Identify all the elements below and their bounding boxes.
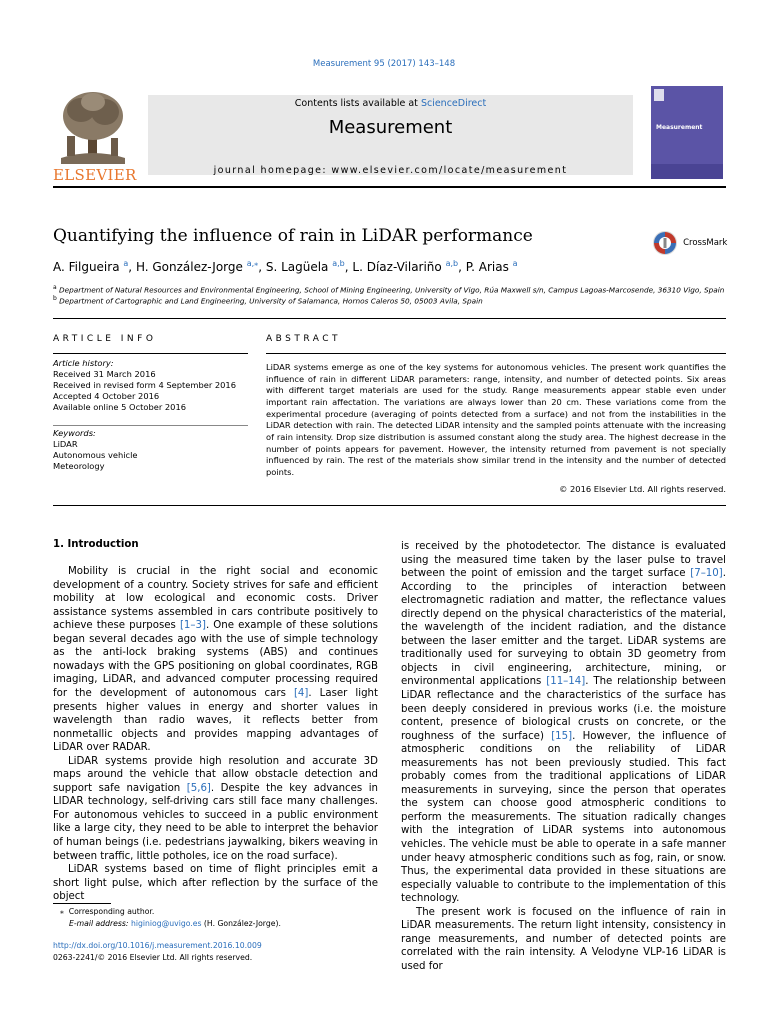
masthead-rule bbox=[53, 186, 726, 188]
history-item: Available online 5 October 2016 bbox=[53, 402, 187, 413]
reference-link[interactable]: [4] bbox=[293, 687, 309, 699]
reference-link[interactable]: [7–10] bbox=[690, 568, 723, 580]
text-run: LiDAR systems provide high resolution and accurate 3D maps around the vehicle that allow obstacle detection and support safe navigation bbox=[53, 755, 378, 794]
journal-citation[interactable]: Measurement 95 (2017) 143–148 bbox=[312, 59, 456, 69]
keyword: Autonomous vehicle bbox=[53, 450, 138, 461]
text-run: Mobility is crucial in the right social and economic development of a country. Society strives for safe and efficient mobility at low ecological and economic costs. Driver assistance systems assembled in cars contribute positively to achieve these purposes bbox=[53, 566, 378, 632]
journal-cover-image bbox=[651, 86, 723, 179]
body-paragraph bbox=[401, 540, 726, 906]
footnote-mark: ⁎ bbox=[60, 907, 64, 916]
affiliation-a bbox=[53, 284, 724, 294]
journal-title: Measurement bbox=[328, 117, 453, 138]
abstract-text: LiDAR systems emerge as one of the key systems for autonomous vehicles. The present work quantifies the influence of rain in different LiDAR parameters: range, intensity, and number of detected points. Six areas with different target materials are used for the study. Range measurements appear stable even under important rain affectation. The variations are always lower than 20 cm. These variations come from the experimental procedure (averaging of points detected from a surface) and not from the instabilities in the LiDAR detection with rain. The detected LiDAR intensity and the sampled points attenuate with the increasing of rain intensity. Drop size distribution is assumed constant along the study area. The highest decrease in the number of points appears for pavement. However, the intensity returned from pavement is not specially influenced by rain. The rest of the materials show similar trend in the intensity and the number of detected points. bbox=[266, 362, 726, 477]
sciencedirect-link[interactable]: ScienceDirect bbox=[420, 98, 487, 109]
paper-title: Quantifying the influence of rain in LiDAR performance bbox=[53, 226, 533, 246]
masthead-band bbox=[148, 95, 633, 175]
abstract-bottom-rule bbox=[53, 505, 726, 506]
text-run: . Laser light presents higher values in energy and shorter values in wavelength than radio waves, it reflects better from nonmetallic objects and provides mapping advantages of LiDAR over RADAR. bbox=[53, 687, 378, 754]
tree-icon bbox=[53, 86, 133, 166]
article-history bbox=[53, 358, 236, 413]
text-run: . According to the principles of interaction between electromagnetic radiation and matter, the reflectance values directly depend on the physical characteristics of the material, the wavelength of the incident radiation, and the distance between the laser emitter and the target. LiDAR systems are traditionally used for surveying to obtain 3D geometry from objects in civil engineering, architecture, mining, or environmental applications bbox=[401, 568, 726, 688]
journal-masthead bbox=[53, 86, 726, 182]
author-name[interactable]: A. Filgueira bbox=[53, 260, 120, 274]
author-affil-mark[interactable]: a bbox=[512, 259, 518, 268]
keyword: Meteorology bbox=[53, 461, 105, 472]
author-affil-mark[interactable]: a,⁎ bbox=[246, 259, 259, 268]
keywords-rule bbox=[53, 425, 248, 426]
body-right-column bbox=[401, 540, 726, 974]
doi-link[interactable] bbox=[53, 941, 262, 950]
issn-line: 0263-2241/© 2016 Elsevier Ltd. All rights reserved. bbox=[53, 953, 253, 962]
abstract-heading: ABSTRACT bbox=[266, 334, 342, 344]
email-label: E-mail address: bbox=[69, 919, 129, 928]
keywords-label: Keywords: bbox=[53, 428, 96, 438]
affiliation-text: Department of Natural Resources and Environmental Engineering, School of Mining Engineering, University of Vigo, Rúa Maxwell s/n, Campus Lagoas-Marcosende, 36310 Vigo, Spain bbox=[59, 285, 725, 295]
reference-link[interactable]: [11–14] bbox=[546, 676, 586, 688]
cover-logo-icon bbox=[654, 89, 664, 101]
history-item: Accepted 4 October 2016 bbox=[53, 391, 160, 402]
affiliation-mark: b bbox=[53, 295, 57, 302]
crossmark-label: CrossMark bbox=[683, 238, 728, 248]
body-paragraph bbox=[53, 863, 378, 904]
corresponding-label: Corresponding author. bbox=[68, 907, 155, 916]
contents-available-line bbox=[148, 98, 633, 109]
elsevier-logo bbox=[53, 86, 137, 184]
email-owner: (H. González-Jorge). bbox=[203, 919, 281, 928]
body-paragraph bbox=[53, 565, 378, 755]
text-run: . The relationship between LiDAR reflectance and the characteristics of the surface has been deeply considered in previous works (i.e. the moisture content, presence of biological crusts on concrete, or the roughness of the surface) bbox=[401, 676, 726, 742]
text-run: . However, the influence of atmospheric conditions on the reliability of LiDAR measurements has not been previously studied. This fact probably comes from the traditional applications of LiDAR measurements in surveying, since the person that operates the system can choose good atmospheric conditions to perform the measurements. The situation radically changes with the integration of LiDAR systems into autonomous vehicles. The vehicle must be able to operate in a safe manner under heavy atmospheric conditions such as fog, rain, or snow. Thus, the experimental data provided in these situations are especially valuable to contribute to the implementation of this technology. bbox=[401, 730, 726, 905]
author-name[interactable]: S. Lagüela bbox=[265, 260, 329, 274]
crossmark-icon bbox=[652, 230, 678, 256]
reference-link[interactable]: [5,6] bbox=[186, 782, 211, 794]
article-info-heading: ARTICLE INFO bbox=[53, 334, 157, 344]
email-link[interactable]: higiniog@uvigo.es bbox=[130, 919, 202, 928]
contents-prefix: Contents lists available at bbox=[294, 98, 418, 109]
text-run: . Despite the key advances in LIDAR technology, self-driving cars still face many challenges. For autonomous vehicles to succeed in a public environment like a large city, they need to be able to interpret the behavior of human beings (i.e. pedestrians jaywalking, bikers weaving in between traffic, little potholes, ice on the road surface). bbox=[53, 782, 378, 862]
affiliation-mark: a bbox=[53, 284, 57, 291]
email-note bbox=[69, 919, 281, 928]
author-name[interactable]: L. Díaz-Vilariño bbox=[352, 260, 442, 274]
author-list: A. Filgueira $^a$, H. González-Jorge $^{a,⁎}$, S. Lagüela $^{a,b}$, L. Díaz-Vilariño $^{a,b}$, P. Arias $^a$ bbox=[53, 259, 518, 274]
text-run: The present work is focused on the influence of rain in LiDAR measurements. The return light intensity, consistency in range measurements, and number of detected points are correlated with the rain intensity. A Velodyne VLP-16 LiDAR is used for bbox=[401, 906, 726, 972]
keywords-block bbox=[53, 428, 138, 472]
footnote-rule bbox=[53, 903, 111, 904]
reference-link[interactable]: [1–3] bbox=[179, 620, 206, 632]
history-item: Received in revised form 4 September 2016 bbox=[53, 380, 236, 391]
history-label: Article history: bbox=[53, 358, 114, 368]
corresponding-author-note bbox=[60, 907, 154, 916]
author-name[interactable]: H. González-Jorge bbox=[135, 260, 243, 274]
affiliation-text: Department of Cartographic and Land Engineering, University of Salamanca, Hornos Caleros 50, 05003 Avila, Spain bbox=[59, 296, 483, 306]
cover-title: Measurement bbox=[656, 124, 703, 131]
affiliation-b bbox=[53, 295, 483, 305]
section-heading: 1. Introduction bbox=[53, 539, 139, 550]
history-item: Received 31 March 2016 bbox=[53, 369, 156, 380]
header-divider bbox=[53, 318, 726, 319]
body-paragraph bbox=[401, 906, 726, 974]
cover-band bbox=[651, 164, 723, 179]
text-run: is received by the photodetector. The distance is evaluated using the measured time taken by the laser pulse to travel between the point of emission and the target surface bbox=[401, 541, 726, 580]
text-run: . One example of these solutions began several decades ago with the use of simple technology as the anti-lock braking systems (ABS) and continues nowadays with the GPS positioning on global coordinates, RGB imaging, LiDAR, and advanced computer processing required for the development of autonomous cars bbox=[53, 620, 378, 699]
doi-url[interactable]: http://dx.doi.org/10.1016/j.measurement.2016.10.009 bbox=[53, 941, 262, 950]
body-left-column bbox=[53, 538, 378, 904]
article-info-rule bbox=[53, 353, 248, 354]
elsevier-wordmark: ELSEVIER bbox=[53, 166, 137, 184]
journal-homepage[interactable]: journal homepage: www.elsevier.com/locate/measurement bbox=[213, 165, 568, 176]
keyword: LiDAR bbox=[53, 439, 78, 450]
author-name[interactable]: P. Arias bbox=[465, 260, 509, 274]
author-affil-mark[interactable]: a,b bbox=[332, 259, 345, 268]
author-affil-mark[interactable]: a,b bbox=[445, 259, 459, 268]
reference-link[interactable]: [15] bbox=[551, 730, 573, 742]
author-affil-mark[interactable]: a bbox=[123, 259, 129, 268]
crossmark-badge[interactable] bbox=[652, 230, 727, 256]
body-paragraph bbox=[53, 755, 378, 863]
text-run: LiDAR systems based on time of flight principles emit a short light pulse, which after reflection by the surface of the object bbox=[53, 864, 378, 903]
abstract-rule bbox=[266, 353, 726, 354]
abstract-copyright: © 2016 Elsevier Ltd. All rights reserved. bbox=[559, 484, 726, 494]
